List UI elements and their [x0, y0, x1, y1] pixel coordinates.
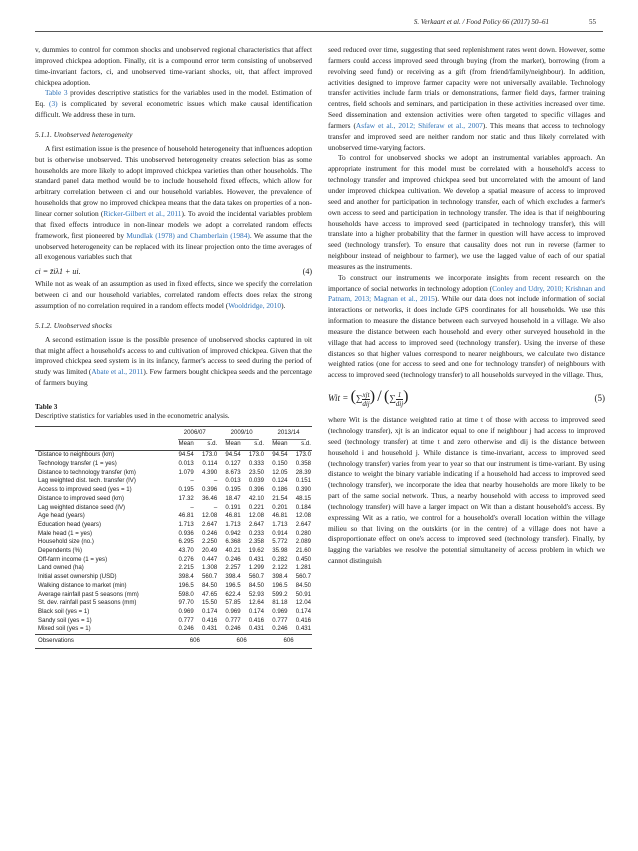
table-cell: 0.969	[272, 608, 288, 615]
table-cell: 35.98	[272, 547, 288, 555]
table-cell: 598.0	[178, 590, 194, 598]
table-cell: 94.54	[178, 451, 194, 459]
table-cell: 57.85	[225, 599, 241, 607]
table-cell: 1.713	[178, 520, 194, 528]
header-rule	[35, 31, 603, 32]
table-cell: 23.50	[248, 468, 265, 476]
table-cell: 18.47	[225, 494, 241, 502]
table-cell: 15.50	[201, 599, 218, 607]
table-cell: 1.299	[248, 564, 265, 572]
observations-count: 606	[171, 635, 218, 649]
row-label: Land owned (ha)	[38, 564, 84, 572]
table-row	[35, 573, 312, 582]
table-cell: 196.5	[272, 581, 288, 589]
table-cell: 2.089	[295, 538, 311, 546]
table-cell: –	[213, 477, 218, 485]
table-row	[35, 556, 312, 565]
heading-unobserved-shocks: 5.1.2. Unobserved shocks	[35, 320, 112, 330]
table-cell: 0.280	[295, 529, 311, 537]
table-cell: 0.013	[225, 477, 241, 485]
equation-5	[328, 381, 605, 415]
table-row	[35, 625, 312, 634]
row-label: Lag weighted dist. tech. transfer (IV)	[38, 477, 136, 485]
table-row	[35, 460, 312, 469]
table-stat-header-row	[35, 440, 312, 451]
stat-header: Mean	[265, 440, 288, 451]
table-cell: 84.50	[248, 581, 265, 589]
equation-4	[35, 263, 312, 279]
paragraph-correlated-random-effects: While not as weak of an assumption as used in fixed effects, since we specify the correlation between ci and our household variables, correlated random effects does relax the strong assumption of no correlation required in a random effects model (Wooldridge, 2010).	[35, 279, 312, 310]
table-cell: 40.21	[225, 547, 241, 555]
row-label: Sandy soil (yes = 1)	[38, 616, 92, 624]
observations-count: 606	[218, 635, 265, 649]
table-cell: 0.450	[295, 555, 311, 563]
table-cell: 1.079	[178, 468, 194, 476]
table3-link[interactable]: Table 3	[45, 88, 68, 98]
table-cell: –	[190, 503, 194, 511]
table-cell: 8.673	[225, 468, 241, 476]
table-cell: 43.70	[178, 547, 194, 555]
table-cell: 12.08	[201, 512, 218, 520]
year-header: 2009/10	[218, 426, 265, 439]
table-cell: 47.65	[201, 590, 218, 598]
table-cell: 1.713	[225, 520, 241, 528]
paragraph-table3-intro: Table 3 provides descriptive statistics for the variables used in the model. Estimation of Eq. (3) is complicated by several econometric issues which make causal identification difficult. We address these in turn.	[35, 88, 312, 120]
table-cell: 20.49	[201, 547, 218, 555]
table-row	[35, 486, 312, 495]
table-cell: 0.039	[248, 477, 265, 485]
table-cell: 0.969	[225, 608, 241, 615]
table-cell: 173.0	[248, 451, 265, 459]
table-row	[35, 504, 312, 513]
left-column	[35, 45, 312, 649]
table-row	[35, 469, 312, 478]
table-cell: 0.201	[272, 503, 288, 511]
table-cell: 0.396	[201, 486, 218, 494]
row-label: Distance to improved seed (km)	[38, 494, 125, 502]
table-row	[35, 530, 312, 539]
table-cell: 0.151	[295, 477, 311, 485]
table-cell: 12.64	[248, 599, 265, 607]
table-cell: 12.08	[295, 512, 311, 520]
table-cell: 0.233	[248, 529, 265, 537]
table-cell: 0.333	[248, 460, 265, 468]
table-cell: 0.416	[248, 616, 265, 624]
table-row	[35, 564, 312, 573]
row-label: Black soil (yes = 1)	[38, 608, 90, 615]
table-cell: 5.772	[272, 538, 288, 546]
table-cell: 97.70	[178, 599, 194, 607]
table-cell: 46.81	[225, 512, 241, 520]
table-cell: 48.15	[295, 494, 311, 502]
table-cell: 0.777	[272, 616, 288, 624]
table-cell: 599.2	[272, 590, 288, 598]
table3-title: Descriptive statistics for variables used in the econometric analysis.	[35, 412, 230, 421]
row-label: Education head (years)	[38, 520, 102, 528]
table-cell: 0.127	[225, 460, 241, 468]
table-cell: 0.390	[295, 486, 311, 494]
table-cell: 0.969	[178, 608, 194, 615]
table-cell: 94.54	[272, 451, 288, 459]
row-label: Technology transfer (1 = yes)	[38, 460, 117, 468]
citation-ricker-gilbert[interactable]: Ricker-Gilbert et al., 2011	[103, 208, 182, 218]
row-label: Dependents (%)	[38, 547, 83, 555]
paragraph-seed-access: seed reduced over time, suggesting that seed replenishment rates went down. However, some farmers could access improved seed through buying (from the market), borrowing (from a revolving seed fund) or receiving as a gift (from friend/family/neighbour). In addition, activities designed to improve farmer capacity were not universally available. Technology transfer activities include farm trials or demonstrations, farmer field days, farmer training centres, field schools and seminars, and participation in these activities increased over time. Seed dissemination and extension activities were often targeted to specific villages and farmers (Asfaw et al., 2012; Shiferaw et al., 2007). This means that access to technology transfer and improved seed are neither random nor static and thus likely correlated with unobserved time-varying factors.	[328, 45, 605, 152]
row-label: Age head (years)	[38, 512, 85, 520]
table-cell: 0.114	[202, 460, 218, 468]
row-label: Male head (1 = yes)	[38, 529, 93, 537]
table-cell: 0.431	[248, 625, 265, 633]
row-label: Access to improved seed (yes = 1)	[38, 486, 132, 494]
table-cell: 0.416	[295, 616, 311, 624]
table-cell: 42.10	[248, 494, 265, 502]
citation-asfaw-shiferaw[interactable]: Asfaw et al., 2012; Shiferaw et al., 2007	[355, 120, 483, 130]
table-cell: 398.4	[272, 573, 288, 581]
paragraph-social-networks: To construct our instruments we incorporate insights from recent research on the importance of social networks in technology adoption (Conley and Udry, 2010; Krishnan and Patnam, 2013; Magnan et al., 2015). While our data does not include information of social interactions or networks, it does include GPS coordinates for all households. We use this information to measure the distance between each surveyed household in a village. We also measure the distance between each household and every other surveyed household in the village that had access to improved seed (technology transfer). Using the inverse of these distances so that higher values correspond to nearer neighbours, we calculate two distance weighted ratios (one for access to seed and one for technology transfer) of neighbours with access to improved seed (technology transfer) to all households surveyed in the village. Thus,	[328, 272, 606, 380]
table-cell: 21.60	[295, 547, 311, 555]
row-label: Lag weighted distance seed (IV)	[38, 503, 126, 511]
table-row	[35, 512, 312, 521]
table-cell: 0.777	[178, 616, 194, 624]
table-cell: 0.246	[178, 625, 194, 633]
observations-row	[35, 635, 312, 649]
observations-count: 606	[265, 635, 312, 649]
table-cell: 28.39	[295, 468, 311, 476]
paragraph-error-term: v, dummies to control for common shocks and unobserved regional characteristics that affect improved chickpea adoption. Finally, εit is a compound error term consisting of unobserved time-invariant factors, ci, and unobserved time-variant shocks, υit, that affect improved chickpea adoption.	[35, 45, 312, 87]
table-row	[35, 617, 312, 626]
table-cell: 12.05	[272, 468, 288, 476]
table-row	[35, 521, 312, 530]
table-cell: 196.5	[178, 581, 194, 589]
table-cell: 0.150	[272, 460, 288, 468]
table-cell: 6.368	[225, 538, 241, 546]
table3-label: Table 3	[35, 402, 58, 411]
table-cell: 0.431	[201, 625, 218, 633]
table-cell: 0.246	[225, 625, 241, 633]
table-cell: 0.191	[225, 503, 241, 511]
row-label: St. dev. rainfall past 5 seasons (mm)	[38, 599, 137, 607]
table-row	[35, 599, 312, 608]
table-cell: 2.647	[248, 520, 265, 528]
descriptive-statistics-table	[35, 426, 312, 649]
table-cell: 84.50	[201, 581, 218, 589]
stat-header: Mean	[171, 440, 194, 451]
fraction-denominator: $\frac{1}{\text{dij}}$	[395, 390, 404, 408]
citation-wooldridge[interactable]: Wooldridge, 2010	[228, 300, 282, 310]
row-label: Household size (no.)	[38, 538, 94, 546]
journal-citation: S. Verkaart et al. / Food Policy 66 (2017) 50–61	[413, 18, 549, 26]
eq3-link[interactable]: (3)	[49, 99, 58, 109]
citation-mundlak-chamberlain[interactable]: Mundlak (1978) and Chamberlain (1984)	[126, 230, 250, 240]
table-cell: 46.81	[272, 512, 288, 520]
table-cell: 173.0	[201, 451, 218, 459]
row-label: Off-farm income (1 = yes)	[38, 555, 108, 563]
table-cell: 0.246	[201, 529, 218, 537]
stat-header: Mean	[218, 440, 241, 451]
paragraph-instrument-definition: where Wit is the distance weighted ratio at time t of those with access to improved seed (technology transfer), xjt is an indicator equal to one if neighbour j had access to improved seed (technology transfer) at time t and zero otherwise and dij is the distance between household i and household j. While distance is time-invariant, access to improved seed (technology transfer) varies from year to year so that our instrument is time-variant. By using distance to weight the binary variable indicating if a household had access to improved seed (technology transfer), we incorporate the idea that nearby households are more likely to be part of the same social network. Thus, a nearby household with access to improved seed (technology transfer) will have a larger impact on Wit than a distant household's access. By expressing Wit as a ratio, we control for a household's overall location within the village milieu so that living on the outskirts (or in the centre) of a village does not have a disproportionate effect on one's access to improved seed (technology transfer). Finally, by lagging the variables we resolve the potential simultaneity of access problem in which we cannot distinguish	[328, 415, 605, 566]
equation-5-body: Wit = (∑ $\frac{\text{xjt}}{\text{dij}}$ ) / (∑ $\frac{1}{\text{dij}}$ )	[328, 388, 409, 408]
row-label: Distance to neighbours (km)	[38, 451, 115, 459]
table-cell: 2.358	[248, 538, 265, 546]
table-cell: 2.647	[201, 520, 218, 528]
table-cell: 622.4	[225, 590, 241, 598]
table-cell: 560.7	[248, 573, 265, 581]
table-cell: 0.276	[178, 555, 194, 563]
row-label: Distance to technology transfer (km)	[38, 468, 136, 476]
table-cell: 36.46	[201, 494, 218, 502]
heading-unobserved-heterogeneity: 5.1.1. Unobserved heterogeneity	[35, 129, 133, 139]
table-cell: 0.396	[248, 486, 265, 494]
right-column	[328, 45, 605, 567]
table-cell: 173.0	[295, 451, 311, 459]
table-cell: 0.246	[225, 555, 241, 563]
table-row	[35, 477, 312, 486]
table-cell: 0.186	[272, 486, 288, 494]
table-row	[35, 591, 312, 600]
table-cell: 46.81	[178, 512, 194, 520]
running-head	[0, 18, 638, 30]
equation-5-number: (5)	[594, 393, 605, 404]
table-cell: 0.447	[201, 555, 218, 563]
table-row	[35, 547, 312, 556]
paragraph-instrumental-variables: To control for unobserved shocks we adopt an instrumental variables approach. An appropriate instrument for this model must be correlated with a household's access to technology transfer and improved chickpea seed but uncorrelated with the amount of land under improved chickpea cultivation. We develop a spatial measure of access to improved seed and another for participation in technology transfer, each of which excludes a farmer's own access to seed and participation in technology transfer. The idea is that if neighbouring households have access to improved seed (participated in technology transfer), this will translate into a higher probability that the farmer in question will have access to improved seed (technology transfer). To ensure that causality does not run in reverse (farmer to neighbour instead of neighbour to farmer), we use the lagged value of each of our spatial measures as the instruments.	[328, 153, 605, 271]
equation-4-number: (4)	[302, 266, 312, 276]
table-cell: 0.936	[178, 529, 194, 537]
paragraph-heterogeneity: A first estimation issue is the presence of household heterogeneity that influences adoption but is otherwise unobserved. This unobserved heterogeneity creates selection bias as some households are more likely to adopt improved chickpea varieties than other households. The standard panel data method would be to include household fixed effects, which allow for arbitrary correlation between ci and our household variables. However, the prevalence of households that grow no improved chickpea means that the data takes on properties of a non-linear corner solution (Ricker-Gilbert et al., 2011). To avoid the incidental variables problem that fixed effects introduce in non-linear models we adopt a correlated random effects framework, first pioneered by Mundlak (1978) and Chamberlain (1984). We assume that the unobserved heterogeneity can be replaced with its linear projection onto the time averages of all exogenous variables such that	[35, 143, 312, 262]
citation-conley-krishnan-magnan[interactable]: Conley and Udry, 2010; Krishnan and Patnam, 2013; Magnan et al., 2015	[328, 283, 606, 304]
table-cell: 0.282	[272, 555, 288, 563]
table-year-header-row	[35, 426, 312, 439]
table-cell: 1.713	[272, 520, 288, 528]
table-cell: 84.50	[295, 581, 311, 589]
equation-4-body: ci = z̄iλ1 + ui.	[35, 266, 81, 276]
table-cell: 398.4	[225, 573, 241, 581]
table-cell: 1.308	[201, 564, 218, 572]
row-label: Initial asset ownership (USD)	[38, 573, 117, 581]
row-label: Average rainfall past 5 seasons (mm)	[38, 590, 139, 598]
table-cell: 6.295	[178, 538, 194, 546]
table-cell: 0.777	[225, 616, 241, 624]
table-cell: 2.647	[295, 520, 311, 528]
table-cell: 81.18	[272, 599, 288, 607]
row-label: Mixed soil (yes = 1)	[38, 625, 91, 633]
year-header: 2013/14	[265, 426, 312, 439]
stat-header: s.d.	[195, 440, 218, 451]
table-cell: 21.54	[272, 494, 288, 502]
table-cell: 0.431	[248, 555, 265, 563]
table-cell: –	[213, 503, 218, 511]
table-cell: 560.7	[201, 573, 218, 581]
row-label: Walking distance to market (min)	[38, 581, 127, 589]
table-cell: 398.4	[178, 573, 194, 581]
table-cell: 17.32	[178, 494, 194, 502]
page-number: 55	[589, 18, 596, 26]
table3-caption	[35, 403, 312, 422]
stat-header: s.d.	[242, 440, 265, 451]
table-cell: 0.358	[295, 460, 311, 468]
paragraph-shocks: A second estimation issue is the possible presence of unobserved shocks captured in υit that might affect a household's access to and cultivation of improved chickpea. Given that the improved chickpea seed system is in its infancy, farmer's access to seed during the period of study was limited (Abate et al., 2011). Few farmers bought chickpea seeds and the percentage of farmers buying	[35, 334, 313, 388]
table-cell: 2.257	[225, 564, 241, 572]
table-cell: 1.281	[295, 564, 311, 572]
table-cell: –	[190, 477, 194, 485]
table-cell: 0.174	[248, 608, 265, 615]
table-cell: 0.013	[178, 460, 194, 468]
table-row	[35, 495, 312, 504]
table-cell: 2.250	[201, 538, 218, 546]
table-cell: 19.62	[248, 547, 265, 555]
table-cell: 560.7	[295, 573, 311, 581]
table-cell: 0.124	[272, 477, 288, 485]
table-cell: 0.431	[295, 625, 311, 633]
table-cell: 2.122	[272, 564, 288, 572]
table-cell: 2.215	[178, 564, 194, 572]
citation-abate[interactable]: Abate et al., 2011	[91, 367, 144, 377]
table-cell: 0.246	[272, 625, 288, 633]
table-cell: 0.942	[225, 529, 241, 537]
table-cell: 196.5	[225, 581, 241, 589]
table-cell: 0.195	[178, 486, 194, 494]
table-cell: 0.195	[225, 486, 241, 494]
stat-header: s.d.	[288, 440, 312, 451]
table-cell: 0.221	[248, 503, 265, 511]
table-cell: 52.93	[248, 590, 265, 598]
year-header: 2006/07	[171, 426, 218, 439]
table-cell: 4.390	[201, 468, 218, 476]
table-cell: 94.54	[225, 451, 241, 459]
table-cell: 0.184	[295, 503, 311, 511]
table-row	[35, 608, 312, 617]
fraction-numerator: $\frac{\text{xjt}}{\text{dij}}$	[362, 390, 370, 408]
table-cell: 0.174	[201, 608, 218, 615]
table-cell: 12.04	[295, 599, 311, 607]
table-row	[35, 538, 312, 547]
table-row	[35, 451, 312, 460]
table-cell: 0.416	[201, 616, 218, 624]
table-cell: 0.174	[295, 608, 311, 615]
table-row	[35, 582, 312, 591]
table-cell: 0.914	[272, 529, 288, 537]
table-cell: 50.91	[295, 590, 311, 598]
table-cell: 12.08	[248, 512, 265, 520]
observations-label: Observations	[35, 635, 171, 649]
